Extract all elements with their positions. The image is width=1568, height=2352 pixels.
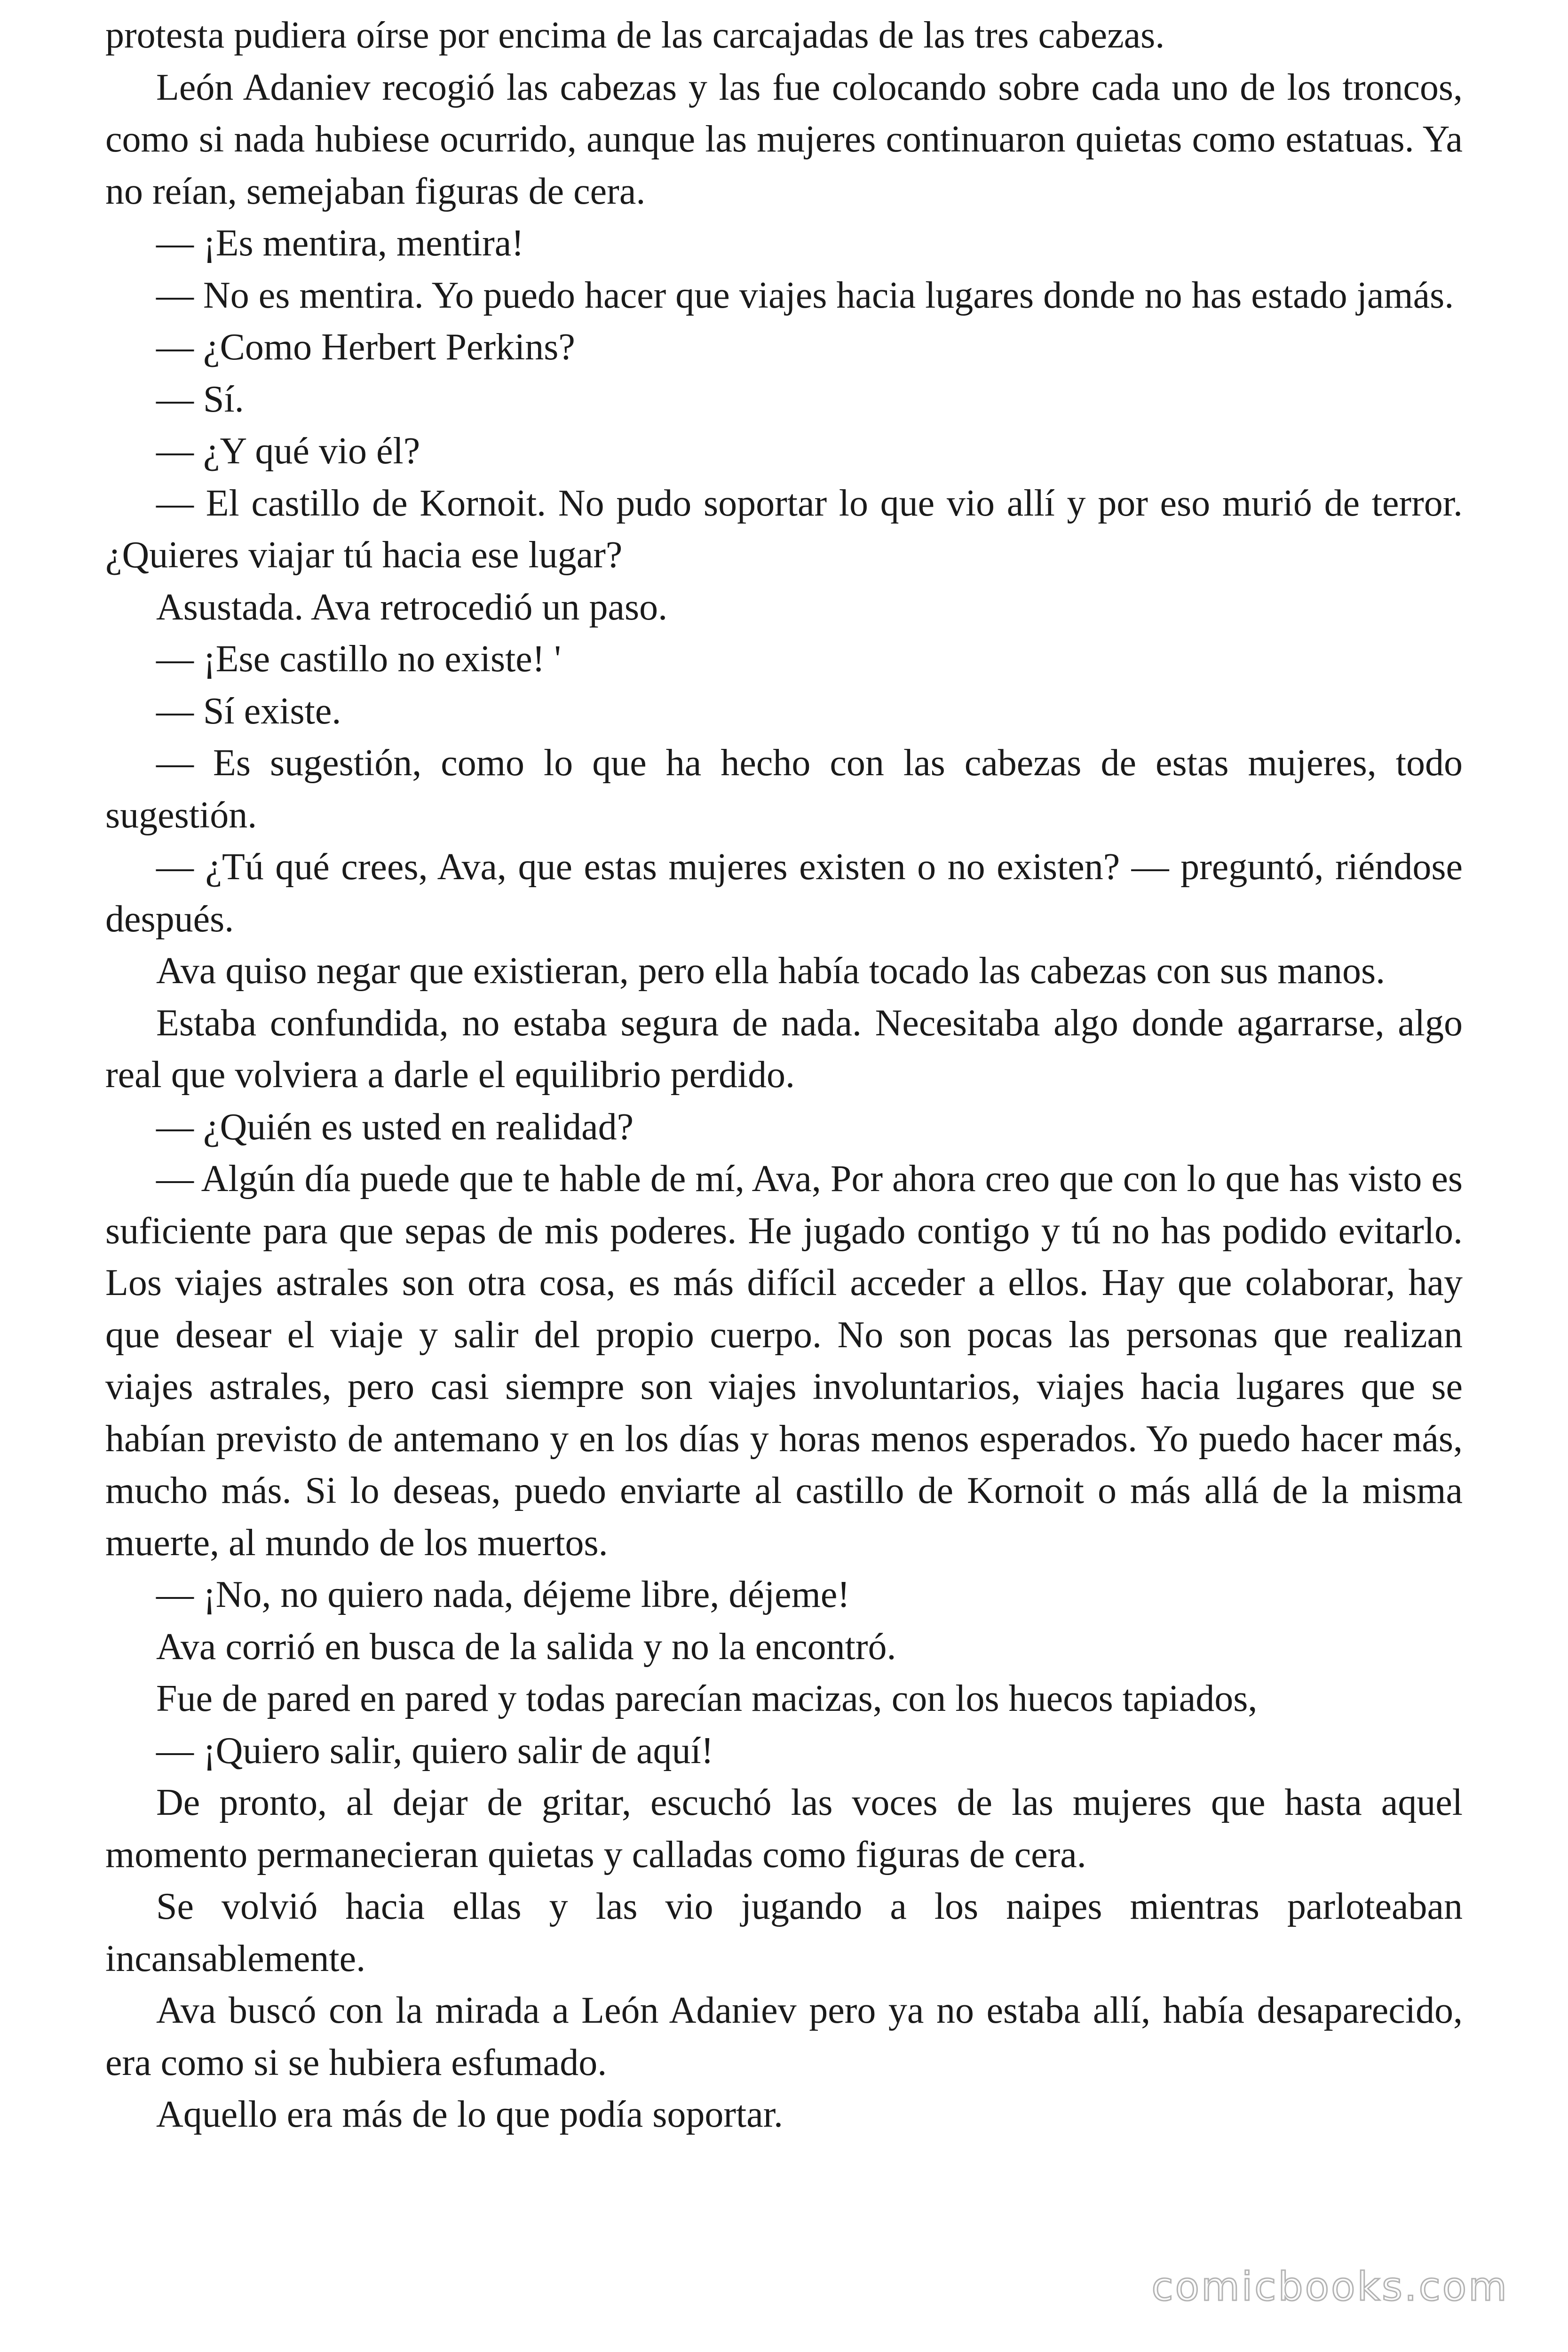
- paragraph: Asustada. Ava retrocedió un paso.: [156, 586, 668, 628]
- paragraph: Fue de pared en pared y todas parecían macizas, con los huecos tapiados,: [156, 1678, 1258, 1719]
- paragraph: Se volvió hacia ellas y las vio jugando a los naipes mientras parloteaban incansablemente.: [105, 1886, 1463, 1979]
- paragraph-continuation: protesta pudiera oírse por encima de las carcajadas de las tres cabezas.: [105, 15, 1165, 56]
- dialogue-line: — ¡No, no quiero nada, déjeme libre, déjeme!: [156, 1574, 850, 1615]
- dialogue-line: — ¡Es mentira, mentira!: [156, 222, 524, 264]
- dialogue-line: — No es mentira. Yo puedo hacer que viajes hacia lugares donde no has estado jamás.: [156, 274, 1454, 316]
- body-text: [105, 9, 1463, 2141]
- paragraph: Ava corrió en busca de la salida y no la encontró.: [156, 1626, 896, 1668]
- dialogue-line: — ¿Tú qué crees, Ava, que estas mujeres existen o no existen? — preguntó, riéndose después.: [105, 846, 1463, 940]
- watermark-text: comicbooks.com: [1151, 2264, 1509, 2310]
- dialogue-line: — ¿Quién es usted en realidad?: [156, 1106, 634, 1148]
- dialogue-line: — Sí existe.: [156, 690, 341, 732]
- dialogue-line: — ¡Ese castillo no existe! ': [156, 638, 561, 680]
- dialogue-line: — El castillo de Kornoit. No pudo soportar lo que vio allí y por eso murió de terror. ¿Quieres viajar tú hacia ese lugar?: [105, 482, 1463, 576]
- paragraph: Estaba confundida, no estaba segura de nada. Necesitaba algo donde agarrarse, algo real que volviera a darle el equilibrio perdido.: [105, 1002, 1463, 1096]
- paragraph: De pronto, al dejar de gritar, escuchó las voces de las mujeres que hasta aquel momento permanecieran quietas y calladas como figuras de cera.: [105, 1782, 1463, 1875]
- paragraph: León Adaniev recogió las cabezas y las fue colocando sobre cada uno de los troncos, como si nada hubiese ocurrido, aunque las mujeres continuaron quietas como estatuas. Ya no reían, semejaban figuras de cera.: [105, 66, 1463, 212]
- dialogue-line: — ¿Como Herbert Perkins?: [156, 326, 575, 368]
- dialogue-line: — Sí.: [156, 378, 244, 420]
- dialogue-line: — ¡Quiero salir, quiero salir de aquí!: [156, 1730, 714, 1772]
- paragraph: Aquello era más de lo que podía soportar.: [156, 2094, 783, 2135]
- paragraph: Ava buscó con la mirada a León Adaniev pero ya no estaba allí, había desaparecido, era como si se hubiera esfumado.: [105, 1990, 1463, 2083]
- paragraph: Ava quiso negar que existieran, pero ella había tocado las cabezas con sus manos.: [156, 950, 1386, 992]
- dialogue-line: — ¿Y qué vio él?: [156, 430, 420, 472]
- dialogue-line: — Algún día puede que te hable de mí, Ava, Por ahora creo que con lo que has visto es suficiente para que sepas de mis poderes. He jugado contigo y tú no has podido evitarlo. Los viajes astrales son otra cosa, es más difícil acceder a ellos. Hay que colaborar, hay que desear el viaje y salir del propio cuerpo. No son pocas las personas que realizan viajes astrales, pero casi siempre son viajes involuntarios, viajes hacia lugares que se habían previsto de antemano y en los días y horas menos esperados. Yo puedo hacer más, mucho más. Si lo deseas, puedo enviarte al castillo de Kornoit o más allá de la misma muerte, al mundo de los muertos.: [105, 1158, 1463, 1564]
- dialogue-line: — Es sugestión, como lo que ha hecho con las cabezas de estas mujeres, todo sugestión.: [105, 742, 1463, 836]
